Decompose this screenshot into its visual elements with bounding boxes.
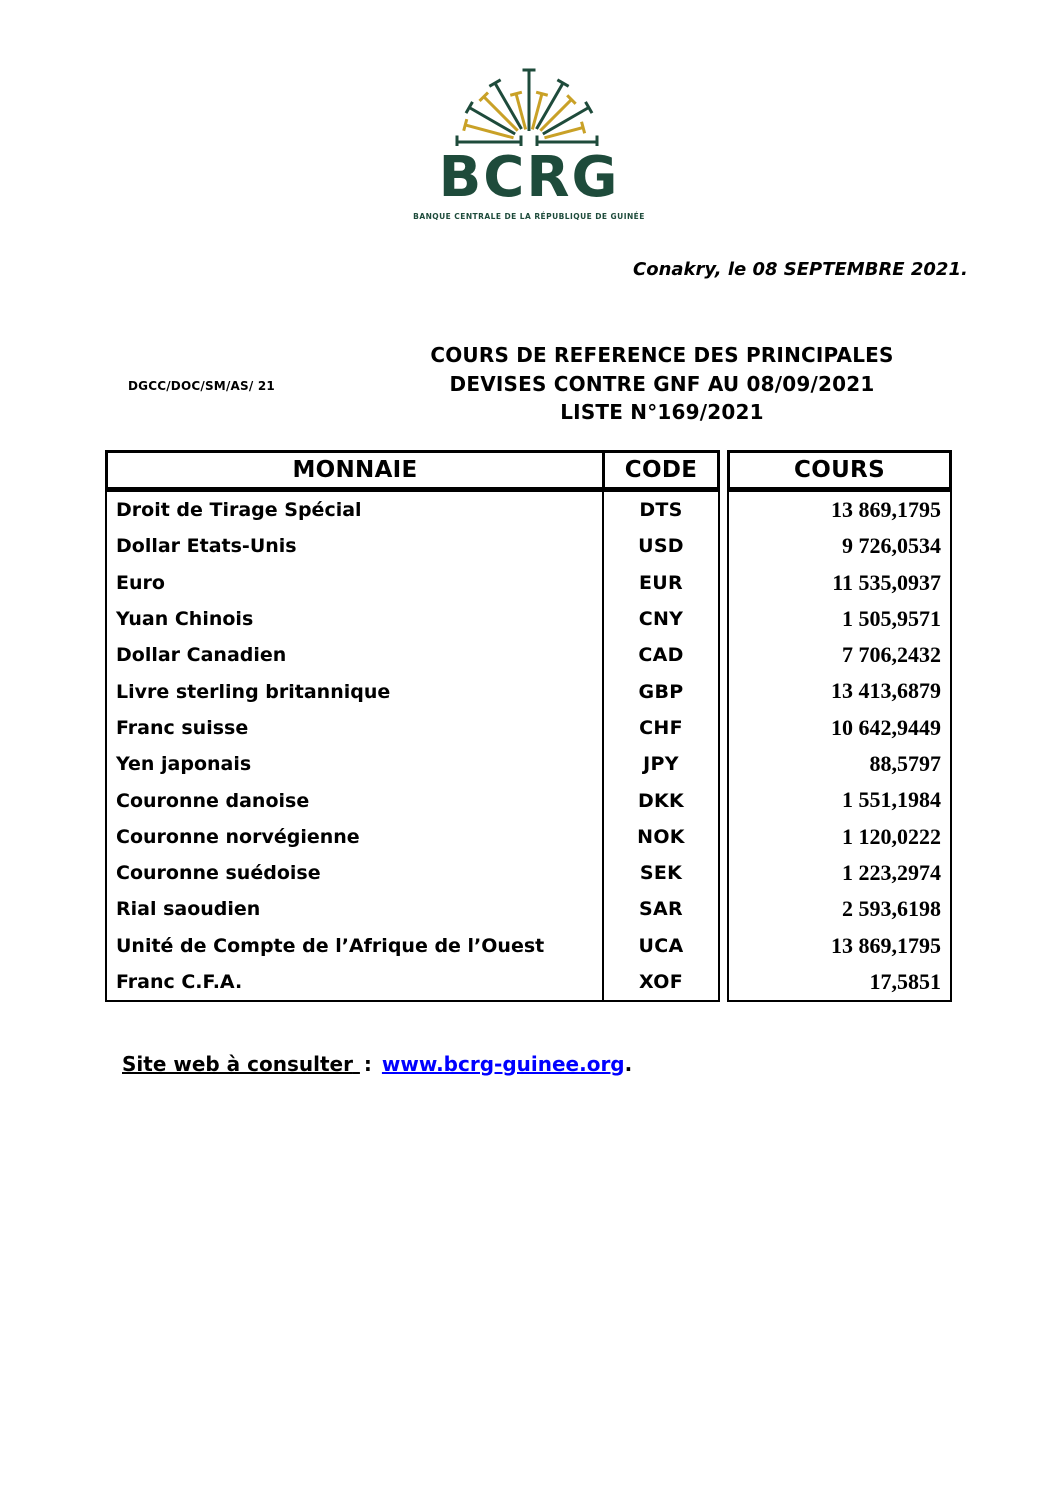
table-body-cours-box: [727, 490, 952, 1002]
header-label-monnaie: MONNAIE: [292, 457, 418, 483]
website-separator: :: [363, 1052, 372, 1076]
currency-code-cell: SEK: [602, 855, 718, 891]
currency-code-cell: CNY: [602, 601, 718, 637]
currency-name-cell: Franc C.F.A.: [116, 971, 243, 993]
title-line-3: LISTE N°169/2021: [560, 400, 764, 424]
currency-name-cell: Yen japonais: [116, 753, 252, 776]
reference-number: DGCC/DOC/SM/AS/ 21: [128, 379, 275, 393]
table-row: [107, 819, 718, 855]
website-link[interactable]: www.bcrg-guinee.org: [381, 1052, 625, 1076]
header-cell-cours: [727, 450, 952, 490]
table-row: [107, 601, 718, 637]
table-header: [105, 450, 952, 490]
table-row: [107, 673, 718, 709]
header-label-code: CODE: [624, 457, 698, 483]
currency-code-cell: XOF: [602, 964, 718, 1000]
currency-name-cell: Rial saoudien: [116, 898, 261, 921]
currency-rate-cell: 13 869,1795: [831, 497, 941, 522]
currency-name-cell: Droit de Tirage Spécial: [116, 499, 362, 522]
title-line-1: COURS DE REFERENCE DES PRINCIPALES: [430, 343, 894, 367]
currency-code-cell: UCA: [602, 928, 718, 964]
currency-name-cell: Yuan Chinois: [116, 608, 254, 631]
table-row: [107, 492, 718, 528]
currency-code-cell: CHF: [602, 710, 718, 746]
date-line: Conakry, le 08 SEPTEMBRE 2021.: [633, 259, 968, 280]
header-label-cours: COURS: [794, 457, 885, 483]
currency-rate-cell: 1 551,1984: [842, 787, 941, 813]
header-cell-monnaie: [108, 453, 605, 487]
currency-name-cell: Couronne norvégienne: [116, 825, 360, 848]
currency-rate-cell: 10 642,9449: [831, 714, 941, 740]
currency-code-cell: DTS: [602, 492, 718, 528]
currency-code-cell: DKK: [602, 782, 718, 818]
table-row: [107, 782, 718, 818]
table-row: [107, 528, 718, 564]
logo-acronym: BCRG: [438, 145, 620, 210]
currency-rate-cell: 11 535,0937: [832, 569, 941, 595]
table-header-left-box: [105, 450, 720, 490]
currency-code-cell: CAD: [602, 637, 718, 673]
currency-rate-cell: 1 223,2974: [842, 859, 941, 885]
currency-rate-cell: 9 726,0534: [842, 533, 941, 559]
currency-name-cell: Franc suisse: [116, 716, 249, 739]
table-row: [107, 928, 718, 964]
currency-code-cell: JPY: [602, 746, 718, 782]
currency-name-cell: Dollar Etats-Unis: [116, 535, 297, 558]
logo-tagline: BANQUE CENTRALE DE LA RÉPUBLIQUE DE GUINÉE: [413, 212, 645, 221]
website-line: [122, 1052, 632, 1076]
currency-code-cell: USD: [602, 528, 718, 564]
table-row: [107, 891, 718, 927]
document-title: [352, 341, 972, 427]
currency-name-cell: Unité de Compte de l’Afrique de l’Ouest: [116, 934, 545, 957]
website-label: Site web à consulter: [122, 1052, 353, 1076]
currency-name-cell: Dollar Canadien: [116, 644, 287, 667]
currency-code-cell: NOK: [602, 819, 718, 855]
sunburst-logo-icon: [454, 64, 604, 146]
currency-code-cell: GBP: [602, 673, 718, 709]
currency-code-cell: SAR: [602, 891, 718, 927]
currency-name-cell: Euro: [116, 571, 165, 594]
website-period: .: [624, 1052, 633, 1076]
table-row: [107, 746, 718, 782]
title-line-2: DEVISES CONTRE GNF AU 08/09/2021: [449, 371, 875, 396]
currency-rate-cell: 13 869,1795: [831, 932, 941, 958]
currency-rate-cell: 1 505,9571: [842, 605, 941, 631]
bcrg-logo: [0, 64, 1058, 221]
currency-name-cell: Couronne suédoise: [116, 862, 321, 885]
currency-rate-cell: 7 706,2432: [842, 642, 941, 668]
currency-code-cell: EUR: [602, 565, 718, 601]
currency-rate-cell: 2 593,6198: [842, 896, 941, 922]
table-row: [107, 964, 718, 1000]
table-row: [107, 710, 718, 746]
currency-rate-cell: 1 120,0222: [842, 823, 941, 849]
table-row: [107, 637, 718, 673]
table-row: [107, 855, 718, 891]
currency-name-cell: Livre sterling britannique: [116, 680, 391, 703]
currency-rate-cell: 13 413,6879: [831, 678, 941, 704]
table-row: [107, 565, 718, 601]
table-body-left-box: [105, 490, 720, 1002]
table-body: [105, 490, 952, 1002]
currency-name-cell: Couronne danoise: [116, 789, 310, 812]
currency-rate-cell: 88,5797: [869, 751, 941, 777]
header-cell-code: [605, 453, 717, 487]
currency-rate-cell: 17,5851: [869, 968, 941, 994]
